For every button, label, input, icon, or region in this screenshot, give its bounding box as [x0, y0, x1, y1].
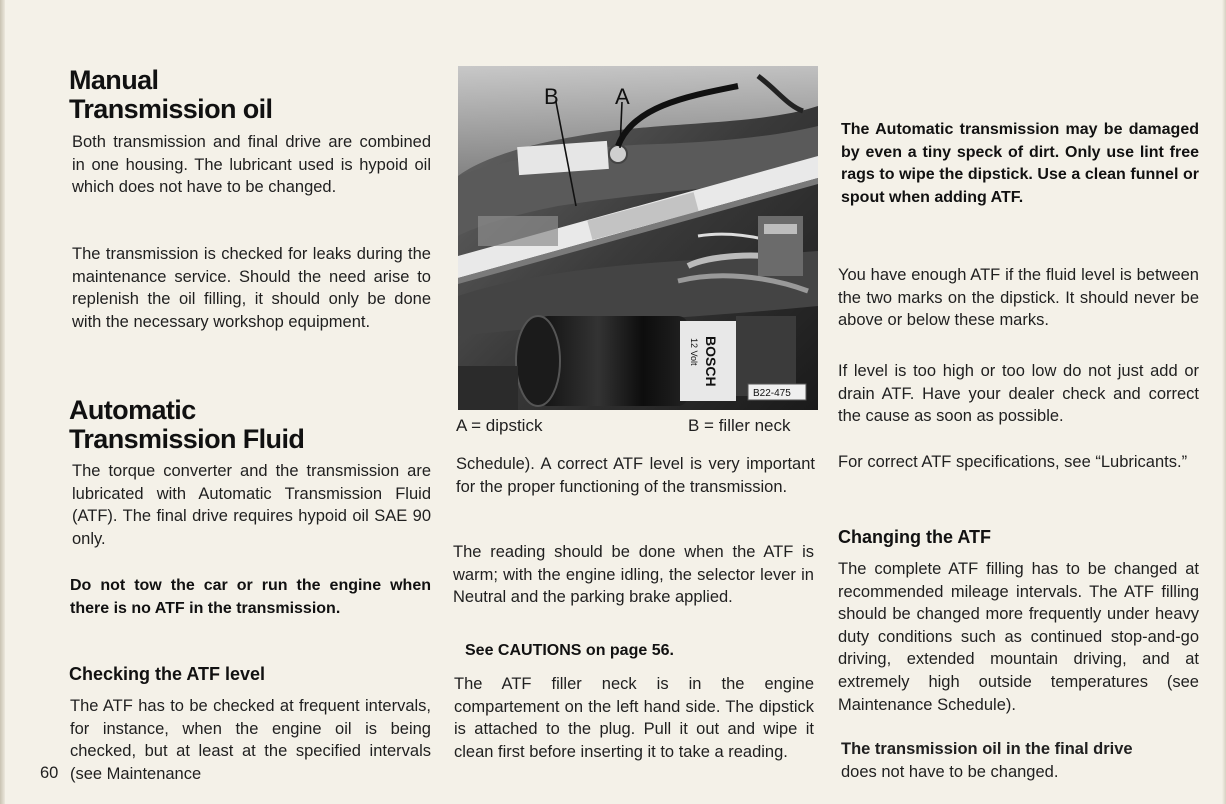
engine-compartment-photo: [458, 66, 818, 410]
checking-paragraph: The ATF has to be checked at frequent intervals, for instance, when the engine oil is being checked, but at least at the specified intervals (see Maintenance: [70, 697, 431, 783]
manual-title-line1: Manual: [69, 65, 159, 95]
coil-voltage-label: 12 Volt: [689, 338, 699, 366]
caption-filler-neck: B = filler neck: [688, 416, 791, 435]
right-paragraph-1: You have enough ATF if the fluid level is between the two marks on the dipstick. It should never be above or below these marks.: [838, 266, 1199, 330]
caption-dipstick: A = dipstick: [456, 416, 543, 435]
middle-paragraph-2: The reading should be done when the ATF is warm; with the engine idling, the selector lever in Neutral and the parking brake applied.: [453, 543, 814, 607]
auto-title-line2: Transmission Fluid: [69, 424, 305, 454]
photo-label-a: A: [615, 84, 630, 109]
page-gutter-edge: [0, 0, 5, 804]
right-paragraph-2: If level is too high or too low do not just add or drain ATF. Have your dealer check and correct the cause as soon as possible.: [838, 362, 1199, 426]
manual-paragraph-1: Both transmission and final drive are combined in one housing. The lubricant used is hypoid oil which does not have to be changed.: [72, 133, 431, 197]
dirt-warning: The Automatic transmission may be damaged by even a tiny speck of dirt. Only use lint free rags to wipe the dipstick. Use a clean funnel or spout when adding ATF.: [841, 121, 1199, 206]
manual-transmission-title: [69, 66, 272, 124]
photo-label-b: B: [544, 84, 559, 109]
changing-atf-heading: Changing the ATF: [838, 527, 991, 547]
right-paragraph-3: For correct ATF specifications, see “Lubricants.”: [838, 453, 1188, 471]
final-drive-bold: The transmission oil in the final drive: [841, 740, 1133, 758]
tow-warning: Do not tow the car or run the engine when there is no ATF in the transmission.: [70, 577, 431, 617]
final-drive-rest: does not have to be changed.: [841, 762, 1059, 781]
photo-plate-code: B22-475: [753, 388, 791, 399]
checking-atf-heading: Checking the ATF level: [69, 664, 266, 684]
right-paragraph-final: [841, 738, 1199, 783]
middle-paragraph-3: The ATF filler neck is in the engine compartement on the left hand side. The dipstick is attached to the plug. Pull it out and wipe it clean first before inserting it to take a reading.: [454, 675, 814, 761]
coil-brand-label: BOSCH: [703, 336, 719, 387]
engine-photo-illustration: [458, 66, 818, 410]
page-right-edge: [1222, 0, 1226, 804]
auto-title-line1: Automatic: [69, 395, 196, 425]
manual-title-line2: Transmission oil: [69, 94, 273, 124]
cautions-reference: See CAUTIONS on page 56.: [465, 642, 674, 659]
automatic-paragraph-1: The torque converter and the transmission are lubricated with Automatic Transmission Fluid (ATF). The final drive requires hypoid oil SAE 90 only.: [72, 462, 431, 548]
automatic-transmission-title: [69, 396, 304, 454]
right-paragraph-4: The complete ATF filling has to be changed at recommended mileage intervals. The ATF filling should be changed more frequently under heavy duty conditions such as continued stop-and-go driving, extended mountain driving, and at extremely high outside temperatures (see Maintenance Schedule).: [838, 560, 1199, 714]
middle-paragraph-1: Schedule). A correct ATF level is very important for the proper functioning of the transmission.: [456, 455, 815, 496]
manual-paragraph-2: The transmission is checked for leaks during the maintenance service. Should the need arise to replenish the oil filling, it should only be done with the necessary workshop equipment.: [72, 245, 431, 331]
page-number: 60: [40, 764, 59, 782]
